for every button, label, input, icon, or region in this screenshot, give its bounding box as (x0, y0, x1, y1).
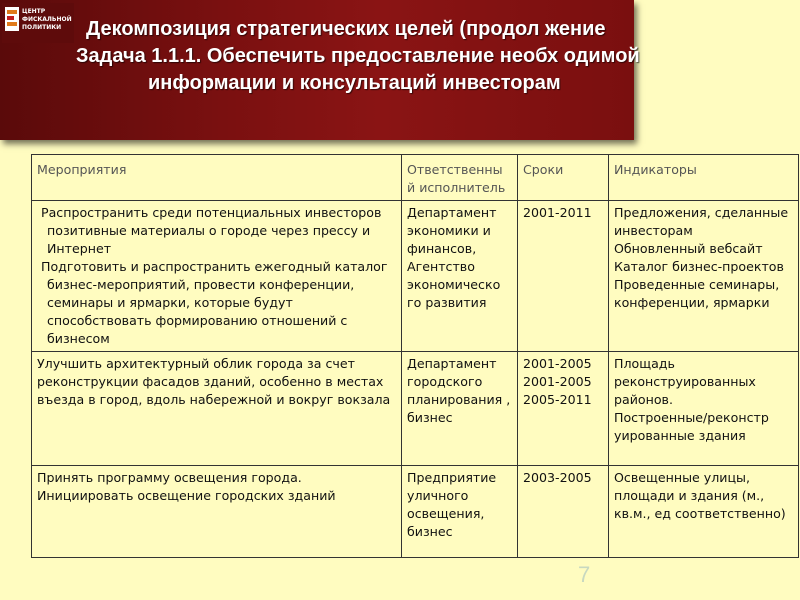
responsible-cell: Департамент городского планирования , бизнес (402, 352, 518, 466)
title-line-2: Задача 1.1.1. Обеспечить предоставление необх одимой (76, 45, 640, 67)
header-activities: Мероприятия (32, 155, 402, 201)
indicator-item: Обновленный вебсайт (614, 241, 763, 256)
terms-cell: 2003-2005 (518, 466, 609, 558)
activity-item: Принять программу освещения города. Инициировать освещение городских зданий (37, 470, 336, 503)
table-row (32, 352, 799, 466)
activities-cell (32, 466, 402, 558)
logo (2, 3, 74, 43)
indicators-cell (609, 466, 799, 558)
logo-text-line2: ФИСКАЛЬНОЙ (22, 16, 72, 23)
table-header-row (32, 155, 799, 201)
indicator-item: Предложения, сделанные инвесторам (614, 205, 789, 238)
header-terms: Сроки (518, 155, 609, 201)
indicator-item: Построенные/реконстр уированные здания (614, 410, 769, 443)
responsible-cell: Департамент экономики и финансов, Агентство экономическо го развития (402, 201, 518, 352)
logo-mark-icon (5, 7, 19, 31)
activities-cell (32, 352, 402, 466)
indicators-cell (609, 201, 799, 352)
terms-cell: 2001-2005 2001-2005 2005-2011 (518, 352, 609, 466)
terms-cell: 2001-2011 (518, 201, 609, 352)
indicator-item: Освещенные улицы, площади и здания (м., кв.м., ед соответственно) (614, 470, 786, 521)
indicator-item: Проведенные семинары, конференции, ярмарки (614, 277, 780, 310)
table-row (32, 466, 799, 558)
logo-text-line1: ЦЕНТР (22, 8, 46, 15)
decomposition-table (31, 154, 799, 558)
activities-cell (32, 201, 402, 352)
indicators-cell (609, 352, 799, 466)
activity-item: Распространить среди потенциальных инвесторов позитивные материалы о городе через прессу и Интернет (41, 205, 382, 256)
activity-item: Подготовить и распространить ежегодный каталог бизнес-мероприятий, провести конференции, семинары и ярмарки, которые будут способствовать формированию отношений с бизнесом (41, 259, 388, 346)
slide-title (76, 16, 796, 97)
activity-item: Улучшить архитектурный облик города за счет реконструкции фасадов зданий, особенно в местах въезда в город, вдоль набережной и вокруг вокзала (37, 356, 391, 407)
indicator-item: Каталог бизнес-проектов (614, 259, 784, 274)
title-line-3: информации и консультаций инвесторам (148, 72, 561, 94)
logo-text-line3: ПОЛИТИКИ (22, 24, 62, 31)
header-responsible: Ответственны й исполнитель (402, 155, 518, 201)
header-indicators: Индикаторы (609, 155, 799, 201)
responsible-cell: Предприятие уличного освещения, бизнес (402, 466, 518, 558)
indicator-item: Площадь реконструированных районов. (614, 356, 756, 407)
page-number: 7 (578, 562, 591, 587)
table-row (32, 201, 799, 352)
title-line-1: Декомпозиция стратегических целей (продол жение (86, 18, 606, 40)
